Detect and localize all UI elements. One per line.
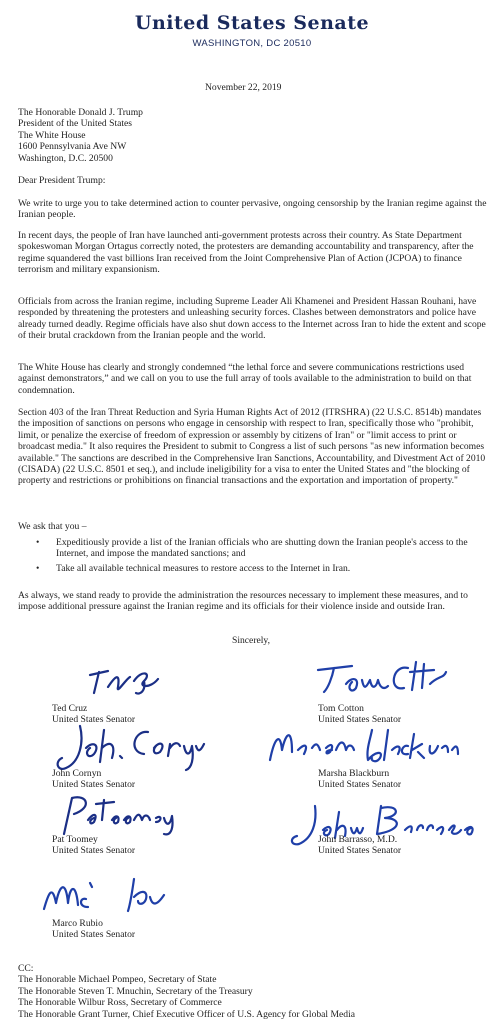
signer-name: Tom Cotton [318, 703, 364, 714]
cc-line: The Honorable Michael Pompeo, Secretary of State [18, 974, 217, 986]
list-item [18, 563, 488, 574]
letterhead-subtitle: WASHINGTON, DC 20510 [192, 38, 312, 49]
salutation: Dear President Trump: [18, 175, 106, 186]
signer-title: United States Senator [318, 845, 402, 857]
cc-line: The Honorable Steven T. Mnuchin, Secretary of the Treasury [18, 985, 253, 997]
signer-block [52, 834, 135, 857]
body-paragraph: The White House has clearly and strongly condemned “the lethal force and severe communications restrictions used against demonstrators,” and we call on you to use the full array of tools available to the administration to build on that condemnation. [18, 362, 472, 396]
body-paragraph: In recent days, the people of Iran have launched anti-government protests across their country. As State Department spokeswoman Morgan Ortagus correctly noted, the protesters are demanding accountability and transparency, after the regime squandered the vast billions Iran received from the Joint Comprehensive Plan of Action (JCPOA) to finance terrorism and military expansionism. [18, 230, 474, 276]
body-paragraph: We write to urge you to take determined action to counter pervasive, ongoing censorship by the Iranian regime against the Iranian people. [18, 198, 487, 221]
signer-block [318, 768, 401, 791]
signer-title: United States Senator [52, 845, 136, 857]
signer-block [52, 703, 135, 726]
recipient-line: 1600 Pennsylvania Ave NW [18, 141, 127, 153]
signer-block [318, 703, 401, 726]
recipient-address [18, 107, 488, 164]
letterhead-title: United States Senate [134, 12, 370, 34]
cc-block [18, 963, 488, 1020]
signer-name: John Cornyn [52, 768, 102, 779]
signature-cornyn [50, 722, 210, 774]
letter-date: November 22, 2019 [205, 82, 282, 93]
signer-name: Ted Cruz [52, 703, 88, 714]
signature-blackburn [262, 720, 462, 770]
closing-paragraph: As always, we stand ready to provide the administration the resources necessary to implement these measures, and to impose additional pressure against the Iranian regime and its officials for their violence inside and outside Iran. [18, 590, 468, 613]
recipient-line: Washington, D.C. 20500 [18, 152, 113, 164]
bullet-icon: • [36, 537, 40, 548]
recipient-line: President of the United States [18, 118, 133, 130]
signature-cruz [86, 665, 166, 697]
signature-toomey [58, 790, 176, 838]
request-text: Take all available technical measures to restore access to the Internet in Iran. [56, 562, 351, 574]
signer-title: United States Senator [52, 714, 136, 726]
list-item [18, 537, 488, 560]
signer-title: United States Senator [318, 779, 402, 791]
signer-title: United States Senator [52, 779, 136, 791]
body-paragraph: We ask that you – [18, 521, 87, 532]
body-paragraph: Section 403 of the Iran Threat Reduction and Syria Human Rights Act of 2012 (ITRSHRA) (22 U.S.C. 8514b) mandates the imposition of sanctions on persons who engage in censorship with respect to Iran, specifically those who "prohibit, limit, or penalize the exercise of freedom of expression or assembly by citizens of Iran" or "limit access to print or broadcast media." It also requires the President to submit to Congress a list of such persons "as new information becomes available." The sanctions are described in the Comprehensive Iran Sanctions, Accountability, and Divestment Act of 2010 (CISADA) (22 U.S.C. 8501 et seq.), and include ineligibility for a visa to enter the United States and "the blocking of property and restrictions or prohibitions on financial transactions and the exportation and importation of property." [18, 407, 486, 487]
cc-label: CC: [18, 963, 34, 974]
signer-name: Marsha Blackburn [318, 768, 390, 779]
signature-cotton [312, 658, 452, 696]
signer-block [52, 768, 135, 791]
cc-line: The Honorable Wilbur Ross, Secretary of Commerce [18, 997, 222, 1009]
request-text: Expeditiously provide a list of the Iranian officials who are shutting down the Iranian people's access to the Internet, and impose the mandated sanctions; and [56, 537, 468, 560]
signer-name: Marco Rubio [52, 918, 103, 929]
recipient-line: The Honorable Donald J. Trump [18, 107, 143, 118]
signature-rubio [38, 873, 178, 915]
cc-line: The Honorable Grant Turner, Chief Executive Officer of U.S. Agency for Global Media [18, 1008, 355, 1020]
body-paragraph: Officials from across the Iranian regime, including Supreme Leader Ali Khamenei and President Hassan Rouhani, have responded by threatening the protesters and unleashing security forces. Clashes between demonstrators and police have already turned deadly. Regime officials have also shut down access to the Internet across Iran to hide the extent and scope of their brutal crackdown from the Iranian people and the world. [18, 296, 486, 342]
signer-name: Pat Toomey [52, 834, 98, 845]
signer-block [318, 834, 401, 857]
requests-list [18, 537, 488, 577]
signer-name: John Barrasso, M.D. [318, 834, 398, 845]
signer-title: United States Senator [52, 929, 136, 941]
signer-title: United States Senator [318, 714, 402, 726]
closing: Sincerely, [232, 635, 271, 646]
signer-block [52, 918, 135, 941]
bullet-icon: • [36, 562, 40, 574]
recipient-line: The White House [18, 129, 86, 141]
